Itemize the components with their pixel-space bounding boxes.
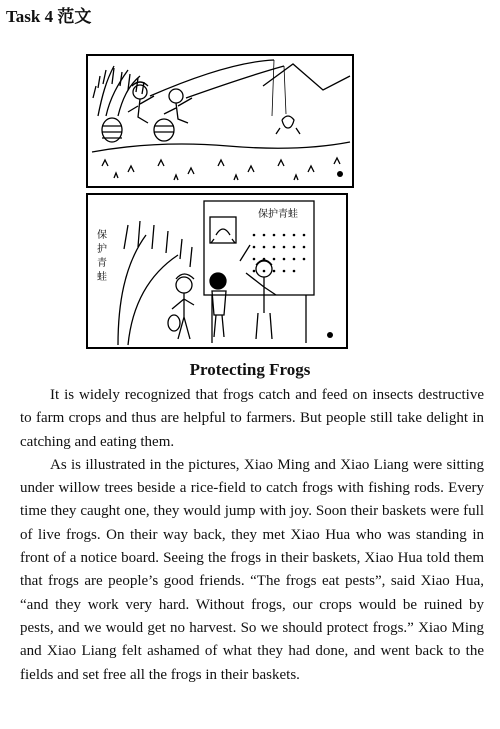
essay-paragraph-1: It is widely recognized that frogs catch and feed on insects destructive to farm crops and thus are helpful to farmers. But people still take delight in catching and eating them.: [20, 387, 484, 450]
notice-board-drawing: [88, 195, 346, 347]
essay-title: Protecting Frogs: [189, 360, 311, 379]
poster-title: 保护青蛙: [258, 209, 298, 220]
task-header: Task 4 范文: [6, 7, 92, 26]
essay-body: [20, 384, 484, 687]
frog-fishing-drawing: [88, 56, 352, 186]
side-caption: 保护青蛙: [94, 229, 106, 285]
essay-paragraph-2: As is illustrated in the pictures, Xiao Ming and Xiao Liang were sitting under willow trees beside a rice-field to catch frogs with fishing rods. Every time they caught one, they would jump with joy. Soon their baskets were full of live frogs. On their way back, they met Xiao Hua who was standing in front of a notice board. Seeing the frogs in their baskets, Xiao Hua told them that frogs are people’s good friends. “The frogs eat pests”, said Xiao Hua, “and they work very hard. Without frogs, our crops would be ruined by pests, and we would get no harvest. So we should protect frogs.” Xiao Ming and Xiao Liang felt ashamed of what they had done, and went back to the fields and set free all the frogs in their baskets.: [20, 456, 484, 683]
illustration-notice-board: [86, 193, 348, 349]
illustration-frog-fishing: [86, 54, 354, 188]
